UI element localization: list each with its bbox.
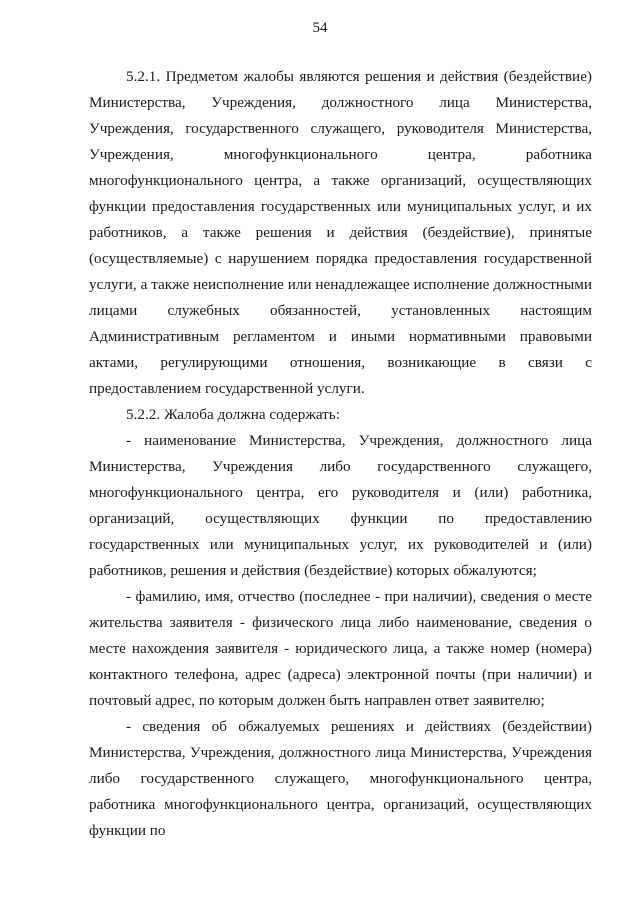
list-item-name: - наименование Министерства, Учреждения, должностного лица Министерства, Учреждения либо государственного служащего, многофункционального центра, его руководителя и (или) работника, организаций, осуществляющих функции по предоставлению государственных или муниципальных услуг, их руководителей и (или) работников, решения и действия (бездействие) которых обжалуются; (89, 432, 592, 579)
list-item-applicant: - фамилию, имя, отчество (последнее - при наличии), сведения о месте жительства заявителя - физического лица либо наименование, сведения о месте нахождения заявителя - юридического лица, а также номер (номера) контактного телефона, адрес (адреса) электронной почты (при наличии) и почтовый адрес, по которым должен быть направлен ответ заявителю; (89, 588, 592, 709)
document-body (89, 64, 592, 844)
paragraph-5-2-2: 5.2.2. Жалоба должна содержать: (126, 406, 340, 423)
list-item-decisions: - сведения об обжалуемых решениях и действиях (бездействии) Министерства, Учреждения, должностного лица Министерства, Учреждения либо государственного служащего, многофункционального центра, работника многофункционального центра, организаций, осуществляющих функции по (89, 718, 592, 839)
page-number: 54 (312, 20, 328, 36)
paragraph-5-2-1: 5.2.1. Предметом жалобы являются решения и действия (бездействие) Министерства, Учреждения, должностного лица Министерства, Учреждения, государственного служащего, руководителя Министерства, Учреждения, многофункционального центра, работника многофункционального центра, а также организаций, осуществляющих функции предоставления государственных или муниципальных услуг, и их работников, а также решения и действия (бездействие), принятые (осуществляемые) с нарушением порядка предоставления государственной услуги, а также неисполнение или ненадлежащее исполнение должностными лицами служебных обязанностей, установленных настоящим Административным регламентом и иными нормативными правовыми актами, регулирующими отношения, возникающие в связи с предоставлением государственной услуги. (89, 68, 592, 397)
